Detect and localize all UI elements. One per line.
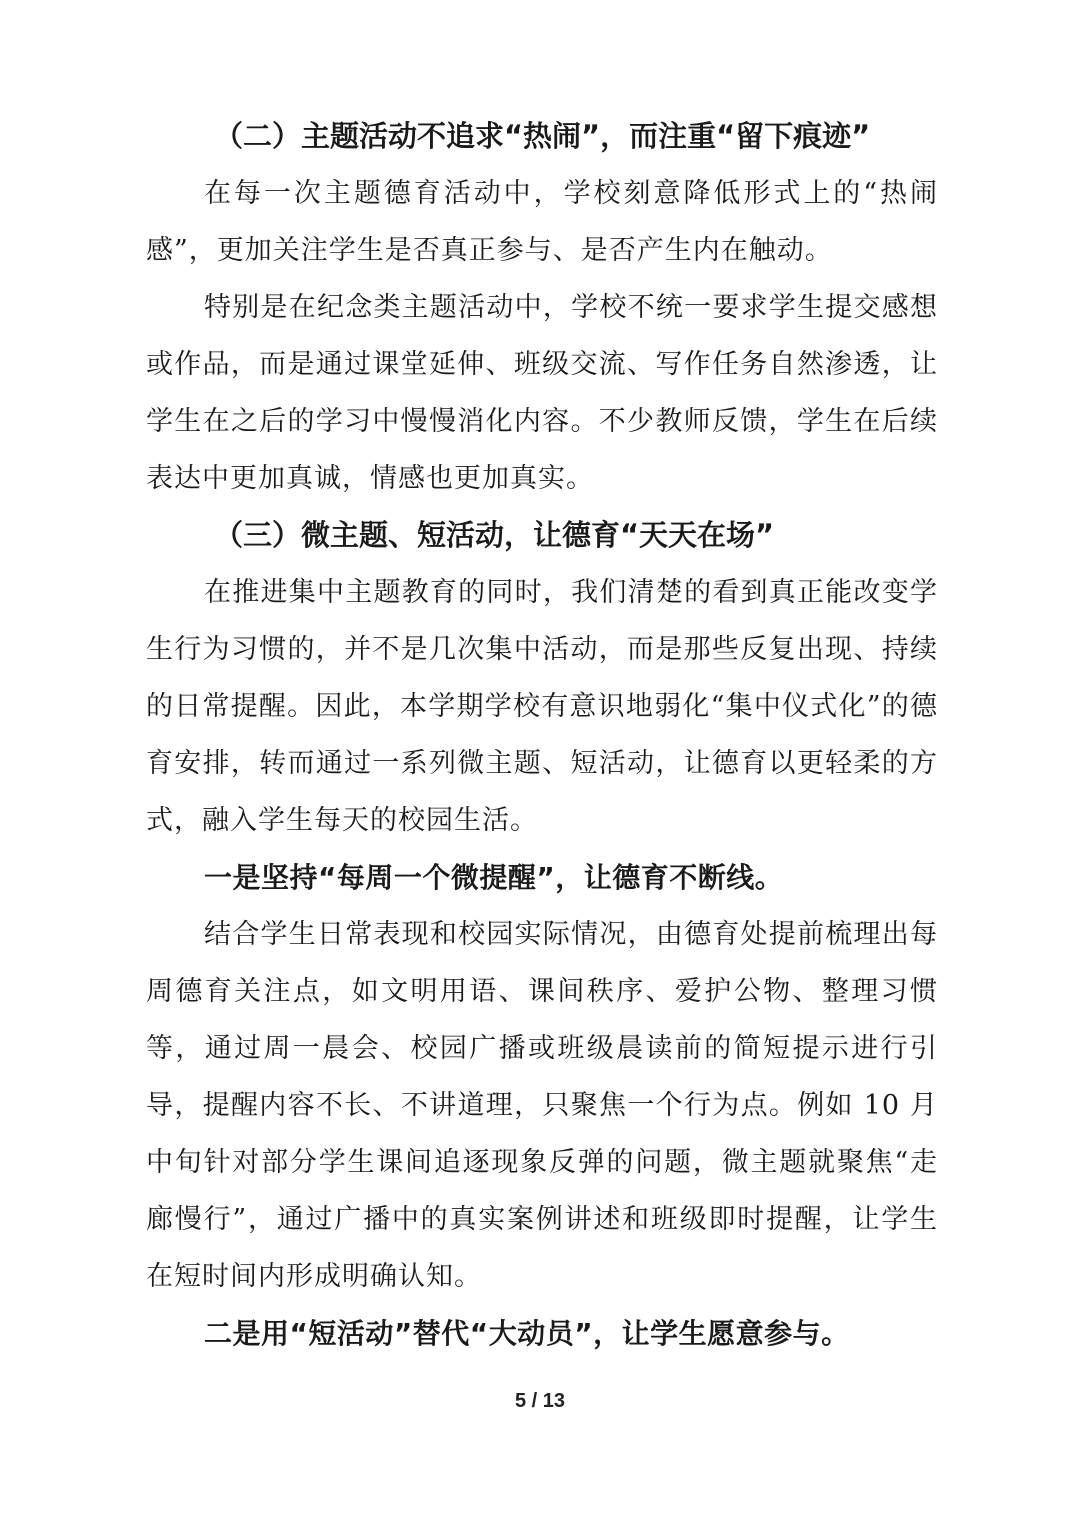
paragraph: 在每一次主题德育活动中，学校刻意降低形式上的“热闹感”，更加关注学生是否真正参与、是否产生内在触动。 [146,178,938,266]
section-heading-2: （二）主题活动不追求“热闹”，而注重“留下痕迹” [214,119,871,153]
paragraph: 在推进集中主题教育的同时，我们清楚的看到真正能改变学生行为习惯的，并不是几次集中活动，而是那些反复出现、持续的日常提醒。因此，本学期学校有意识地弱化“集中仪式化”的德育安排，转而通过一系列微主题、短活动，让德育以更轻柔的方式，融入学生每天的校园生活。 [146,577,938,836]
paragraph: 结合学生日常表现和校园实际情况，由德育处提前梳理出每周德育关注点，如文明用语、课间秩序、爱护公物、整理习惯等，通过周一晨会、校园广播或班级晨读前的简短提示进行引导，提醒内容不长、不讲道理，只聚焦一个行为点。例如 10 月中旬针对部分学生课间追逐现象反弹的问题，微主题就聚焦“走廊慢行”，通过广播中的真实案例讲述和班级即时提醒，让学生在短时间内形成明确认知。 [146,919,938,1292]
point-heading-1: 一是坚持“每周一个微提醒”，让德育不断线。 [204,861,784,894]
paragraph: 特别是在纪念类主题活动中，学校不统一要求学生提交感想或作品，而是通过课堂延伸、班级交流、写作任务自然渗透，让学生在之后的学习中慢慢消化内容。不少教师反馈，学生在后续表达中更加真诚，情感也更加真实。 [146,292,938,494]
section-heading-3: （三）微主题、短活动，让德育“天天在场” [214,518,775,552]
page-number: 5 / 13 [514,1390,566,1412]
document-page [146,108,938,1362]
point-heading-2: 二是用“短活动”替代“大动员”，让学生愿意参与。 [204,1317,850,1350]
